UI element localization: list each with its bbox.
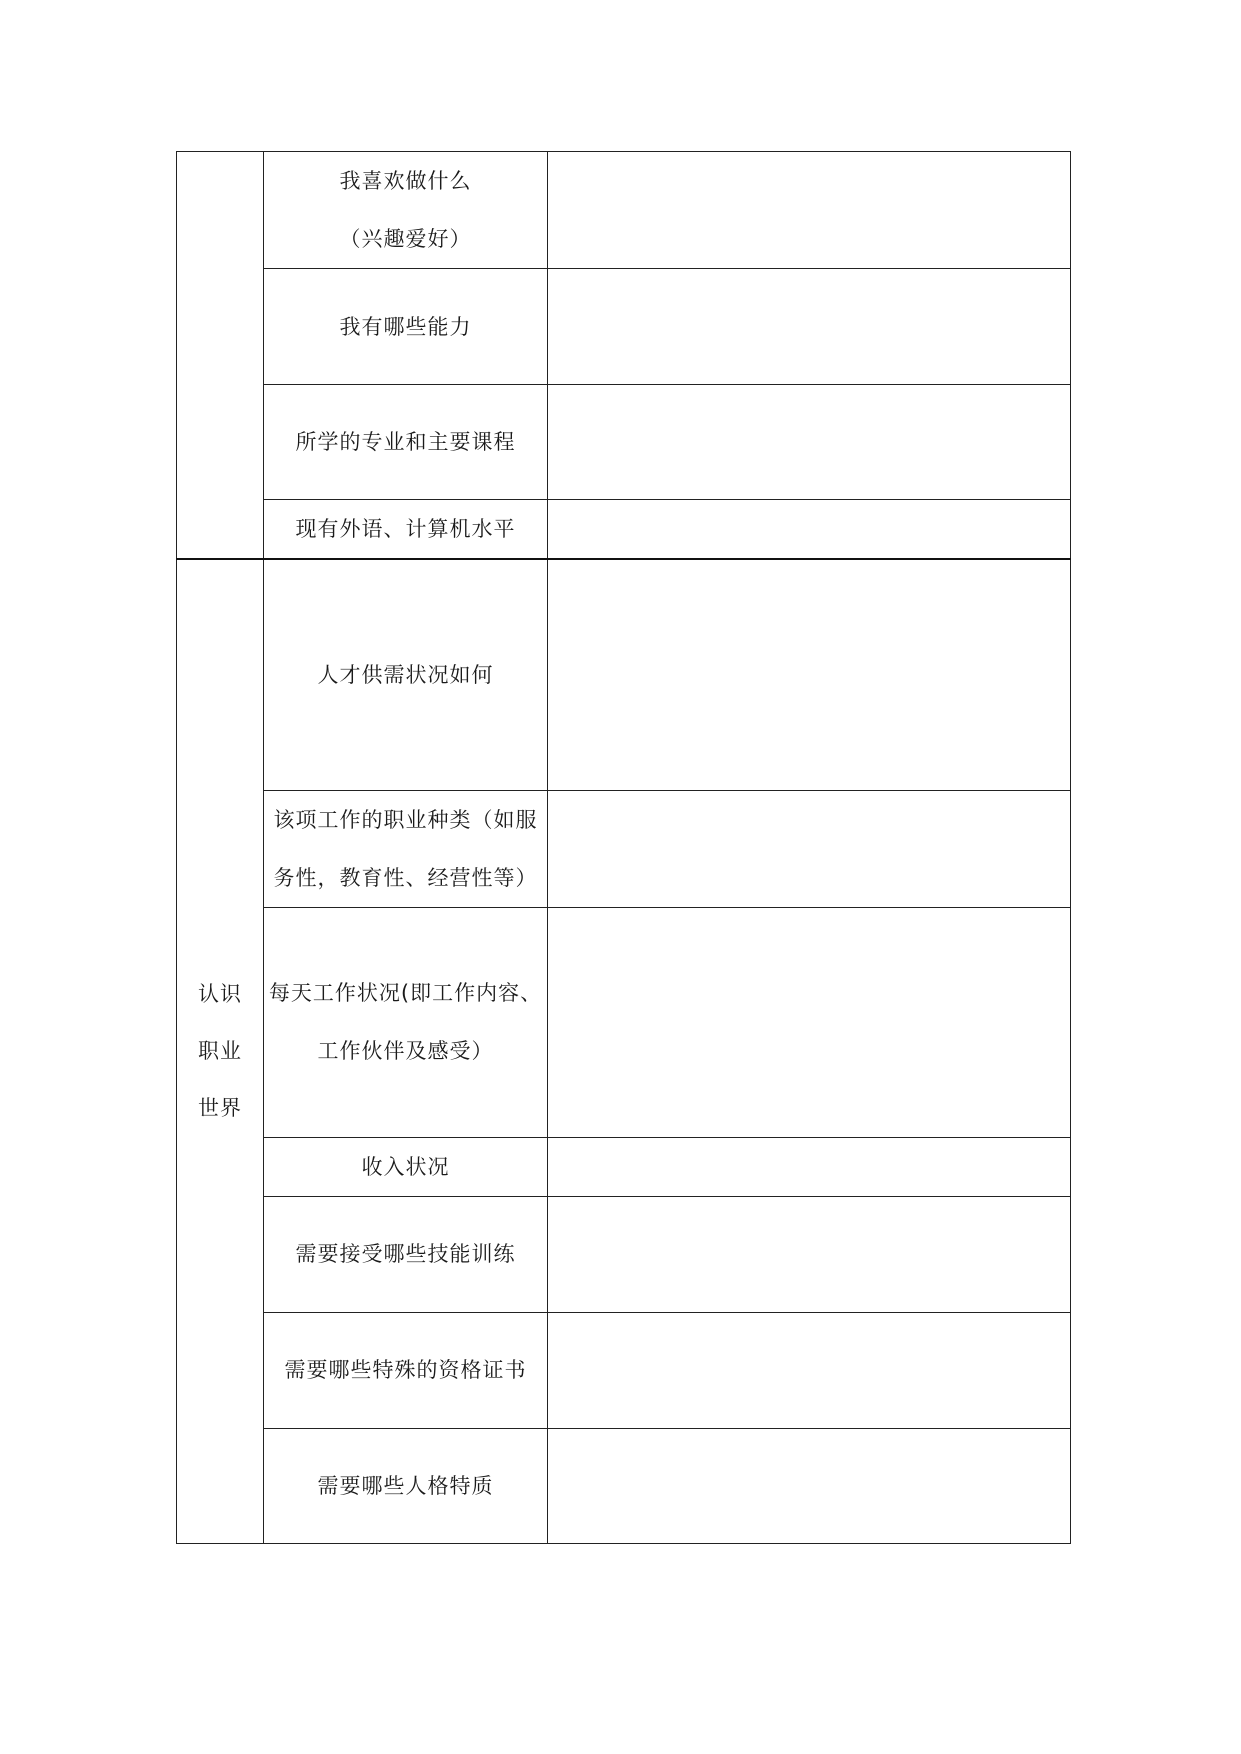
table-row [177, 790, 1071, 907]
table-row [177, 1196, 1071, 1312]
row-value-job-category[interactable] [548, 790, 1071, 907]
row-value-abilities[interactable] [548, 269, 1071, 385]
row-value-certificates[interactable] [548, 1312, 1071, 1428]
row-value-interests[interactable] [548, 152, 1071, 269]
career-planning-table [176, 151, 1071, 1544]
table-row [177, 385, 1071, 500]
row-label-job-category: 该项工作的职业种类（如服 务性，教育性、经营性等） [264, 790, 548, 907]
row-value-income[interactable] [548, 1137, 1071, 1196]
table-row [177, 152, 1071, 269]
row-label-income: 收入状况 [264, 1137, 548, 1196]
table-row [177, 269, 1071, 385]
section-career-world-label: 认识 职业 世界 [177, 559, 264, 1543]
row-label-talent-supply-demand: 人才供需状况如何 [264, 559, 548, 790]
table-row [177, 500, 1071, 560]
row-label-skill-training: 需要接受哪些技能训练 [264, 1196, 548, 1312]
row-label-interests: 我喜欢做什么 （兴趣爱好） [264, 152, 548, 269]
row-label-daily-work: 每天工作状况(即工作内容、 工作伙伴及感受） [264, 907, 548, 1137]
section-self-label [177, 152, 264, 560]
row-label-major-courses: 所学的专业和主要课程 [264, 385, 548, 500]
row-label-language-computer: 现有外语、计算机水平 [264, 500, 548, 560]
row-value-major-courses[interactable] [548, 385, 1071, 500]
table-row [177, 1428, 1071, 1543]
row-value-talent-supply-demand[interactable] [548, 559, 1071, 790]
row-value-skill-training[interactable] [548, 1196, 1071, 1312]
row-value-language-computer[interactable] [548, 500, 1071, 560]
table-row [177, 907, 1071, 1137]
row-label-personality-traits: 需要哪些人格特质 [264, 1428, 548, 1543]
row-value-daily-work[interactable] [548, 907, 1071, 1137]
table-row [177, 559, 1071, 790]
table-row [177, 1312, 1071, 1428]
row-label-abilities: 我有哪些能力 [264, 269, 548, 385]
table-row [177, 1137, 1071, 1196]
row-value-personality-traits[interactable] [548, 1428, 1071, 1543]
row-label-certificates: 需要哪些特殊的资格证书 [264, 1312, 548, 1428]
